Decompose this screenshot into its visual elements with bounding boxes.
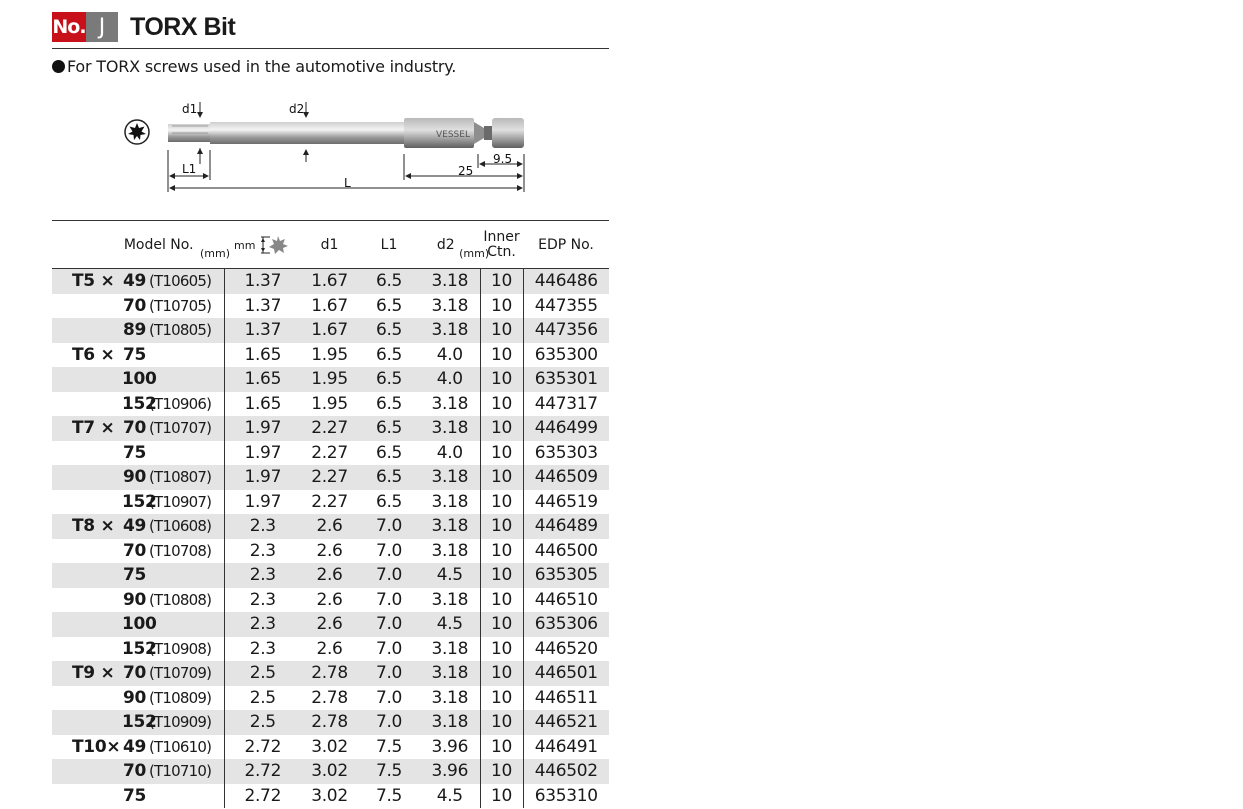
cell-size — [52, 612, 122, 637]
cell-l1: 7.0 — [375, 540, 403, 561]
cell-model-length — [122, 661, 224, 686]
model-length: 70 — [122, 418, 146, 439]
cell-inner-ctn: 10 — [480, 686, 523, 711]
cell-d2: 3.18 — [431, 393, 469, 414]
table-row — [52, 661, 609, 686]
cell-d2: 3.18 — [431, 687, 469, 708]
cell-edp: 635306 — [523, 612, 609, 637]
header-tip-unit: (mm) — [200, 246, 231, 260]
cell-d1: 2.78 — [301, 661, 358, 686]
cell-model-length — [122, 735, 224, 760]
cell-tip: 1.97 — [224, 441, 301, 466]
cell-model-length — [122, 637, 224, 662]
cell-l1: 6.5 — [375, 295, 403, 316]
cell-edp: 446511 — [534, 687, 598, 708]
cell-d2: 3.18 — [431, 589, 469, 610]
cell-l1: 7.0 — [375, 589, 403, 610]
cell-edp: 446500 — [534, 540, 598, 561]
cell-edp: 446501 — [523, 661, 609, 686]
table-row — [52, 735, 609, 760]
cell-inner-ctn: 10 — [480, 367, 523, 392]
cell-inner-ctn: 10 — [480, 539, 523, 564]
cell-d2: 3.18 — [431, 638, 469, 659]
cell-l1: 6.5 — [375, 442, 403, 463]
cell-edp: 447317 — [534, 393, 598, 414]
cell-l1: 7.0 — [358, 710, 420, 735]
model-code: (T10909) — [149, 713, 212, 732]
cell-d1: 1.67 — [311, 295, 348, 316]
cell-size: T9 × — [52, 661, 122, 686]
cell-size: T7 × — [52, 416, 122, 441]
model-length: 152 — [122, 712, 157, 733]
cell-model-length — [122, 686, 224, 711]
model-code: (T10808) — [149, 590, 212, 609]
table-row — [52, 392, 609, 417]
cell-l1: 6.5 — [375, 393, 403, 414]
cell-edp: 635301 — [523, 367, 609, 392]
cell-d2: 4.0 — [436, 344, 463, 365]
torx-tip-icon — [260, 235, 290, 255]
cell-inner-ctn: 10 — [480, 318, 523, 343]
cell-tip: 2.3 — [224, 612, 301, 637]
cell-d1: 1.95 — [311, 393, 348, 414]
model-code: (T10710) — [149, 762, 212, 781]
cell-model-length — [122, 392, 224, 417]
model-length: 89 — [122, 320, 146, 341]
cell-inner-ctn: 10 — [480, 441, 523, 466]
cell-d2: 4.5 — [420, 563, 480, 588]
cell-model-length — [122, 343, 224, 368]
cell-d1: 3.02 — [311, 785, 348, 806]
cell-d1: 2.78 — [301, 710, 358, 735]
header-tip — [224, 221, 301, 269]
cell-inner-ctn: 10 — [480, 637, 523, 662]
cell-tip: 1.65 — [224, 392, 301, 417]
cell-size — [52, 686, 122, 711]
cell-inner-ctn: 10 — [480, 392, 523, 417]
cell-inner-ctn: 10 — [480, 294, 523, 319]
cell-inner-ctn: 10 — [480, 710, 523, 735]
cell-model-length — [122, 367, 224, 392]
cell-model-length — [122, 612, 224, 637]
header-model-label: Model No. — [123, 236, 194, 253]
cell-d1: 1.67 — [301, 269, 358, 294]
cell-model-length — [122, 269, 224, 294]
table-row — [52, 563, 609, 588]
cell-d1: 3.02 — [311, 736, 348, 757]
header-edp: EDP No. — [523, 221, 609, 269]
cell-l1: 6.5 — [375, 344, 403, 365]
model-length: 70 — [122, 295, 146, 316]
cell-tip: 1.37 — [224, 269, 301, 294]
header-d1: d1 — [301, 221, 358, 269]
cell-size: T6 × — [72, 344, 115, 365]
cell-inner-ctn: 10 — [480, 588, 523, 613]
header-model — [52, 221, 231, 269]
cell-size: T8 × — [52, 514, 122, 539]
cell-d1: 2.27 — [301, 416, 358, 441]
cell-tip: 2.5 — [224, 710, 301, 735]
model-code: (T10707) — [149, 419, 212, 438]
table-row — [52, 514, 609, 539]
description — [52, 57, 456, 76]
model-code: (T10907) — [149, 492, 212, 511]
cell-size — [52, 392, 122, 417]
cell-l1: 7.5 — [375, 736, 403, 757]
cell-model-length — [122, 294, 224, 319]
cell-inner-ctn: 10 — [480, 563, 523, 588]
table-row — [52, 686, 609, 711]
model-length: 49 — [122, 271, 146, 292]
table-row — [52, 416, 609, 441]
model-length: 49 — [122, 736, 146, 757]
badge-letter: J — [86, 12, 118, 42]
model-length: 90 — [122, 589, 146, 610]
cell-model-length — [122, 588, 224, 613]
cell-tip: 2.72 — [224, 759, 301, 784]
cell-size — [52, 367, 122, 392]
title-row — [52, 12, 235, 42]
cell-size — [52, 294, 122, 319]
cell-edp: 447355 — [534, 295, 598, 316]
header-inner-ctn — [480, 221, 523, 269]
cell-inner-ctn: 10 — [480, 759, 523, 784]
model-length: 49 — [122, 516, 146, 537]
cell-inner-ctn: 10 — [480, 490, 523, 515]
cell-model-length — [122, 318, 224, 343]
cell-tip: 1.97 — [224, 490, 301, 515]
cell-inner-ctn: 10 — [480, 784, 523, 809]
cell-l1: 7.0 — [375, 638, 403, 659]
header-d2-label: d2 — [436, 236, 455, 253]
cell-edp: 446499 — [523, 416, 609, 441]
cell-tip: 2.5 — [224, 686, 301, 711]
label-d1: d1 — [182, 102, 198, 116]
cell-size: T10× — [72, 736, 121, 757]
title-divider — [52, 48, 609, 49]
model-length: 90 — [122, 687, 146, 708]
model-length: 75 — [122, 565, 146, 586]
model-length: 100 — [122, 614, 157, 635]
label-l1: L1 — [182, 162, 197, 176]
cell-d2: 3.18 — [420, 514, 480, 539]
cell-d1: 2.6 — [301, 563, 358, 588]
cell-tip: 1.37 — [224, 318, 301, 343]
cell-l1: 6.5 — [358, 416, 420, 441]
cell-tip: 1.97 — [224, 465, 301, 490]
cell-l1: 7.0 — [358, 661, 420, 686]
cell-inner-ctn: 10 — [480, 465, 523, 490]
cell-tip: 1.37 — [224, 294, 301, 319]
cell-model-length — [122, 539, 224, 564]
model-length: 152 — [122, 638, 157, 659]
cell-tip: 2.3 — [224, 514, 301, 539]
model-code: (T10708) — [149, 541, 212, 560]
table-row — [52, 367, 609, 392]
cell-d2: 3.18 — [431, 295, 469, 316]
model-length: 75 — [122, 442, 146, 463]
table-row — [52, 612, 609, 637]
table-row — [52, 343, 609, 368]
cell-model-length — [122, 465, 224, 490]
cell-size — [52, 539, 122, 564]
cell-edp: 446491 — [534, 736, 598, 757]
cell-inner-ctn: 10 — [480, 514, 523, 539]
badge-no: No. — [52, 12, 86, 42]
cell-size — [52, 637, 122, 662]
spec-table — [52, 221, 609, 808]
cell-edp: 446519 — [534, 491, 598, 512]
cell-tip: 1.65 — [224, 343, 301, 368]
cell-model-length — [122, 514, 224, 539]
torx-end-icon — [125, 120, 149, 144]
table-row — [52, 318, 609, 343]
table-row — [52, 465, 609, 490]
table-row — [52, 710, 609, 735]
cell-inner-ctn: 10 — [480, 343, 523, 368]
cell-l1: 7.0 — [358, 563, 420, 588]
cell-inner-ctn: 10 — [480, 612, 523, 637]
model-code: (T10709) — [149, 664, 212, 683]
model-code: (T10908) — [149, 639, 212, 658]
cell-tip: 2.3 — [224, 563, 301, 588]
label-l: L — [344, 176, 351, 190]
cell-tip: 2.72 — [224, 735, 301, 760]
cell-d2: 4.5 — [420, 612, 480, 637]
cell-d1: 2.27 — [311, 491, 348, 512]
cell-size — [52, 710, 122, 735]
svg-text:VESSEL: VESSEL — [436, 130, 470, 140]
model-length: 70 — [122, 540, 146, 561]
cell-edp: 446520 — [534, 638, 598, 659]
cell-l1: 7.0 — [358, 612, 420, 637]
header-l1: L1 — [358, 221, 420, 269]
bit-diagram — [118, 96, 538, 196]
model-length: 75 — [122, 785, 146, 806]
cell-edp: 446502 — [523, 759, 609, 784]
model-code: (T10605) — [149, 272, 212, 291]
cell-l1: 6.5 — [358, 269, 420, 294]
cell-model-length — [122, 784, 224, 809]
cell-d1: 2.27 — [311, 442, 348, 463]
cell-d2: 3.96 — [431, 736, 469, 757]
cell-d2: 3.18 — [431, 491, 469, 512]
header-d2 — [420, 221, 490, 269]
bit-body — [168, 118, 524, 148]
cell-d2: 4.0 — [420, 367, 480, 392]
cell-size — [52, 441, 122, 466]
cell-edp: 635303 — [534, 442, 598, 463]
table-row — [52, 490, 609, 515]
header-inner: Inner — [483, 228, 520, 245]
label-9-5: 9.5 — [493, 152, 513, 166]
cell-d1: 2.27 — [301, 465, 358, 490]
model-code: (T10906) — [149, 394, 212, 413]
model-length: 152 — [122, 491, 157, 512]
cell-size: T5 × — [52, 269, 122, 294]
cell-l1: 7.0 — [375, 687, 403, 708]
cell-size — [52, 588, 122, 613]
cell-inner-ctn: 10 — [480, 269, 523, 294]
cell-tip: 1.65 — [224, 367, 301, 392]
cell-d1: 2.6 — [301, 612, 358, 637]
bullet-icon — [52, 60, 65, 73]
cell-d2: 4.0 — [436, 442, 463, 463]
cell-size — [52, 563, 122, 588]
cell-edp: 447356 — [523, 318, 609, 343]
table-row — [52, 637, 609, 662]
cell-tip: 2.72 — [224, 784, 301, 809]
cell-d1: 2.78 — [311, 687, 348, 708]
cell-d1: 2.6 — [316, 540, 343, 561]
cell-size — [52, 465, 122, 490]
table-row — [52, 588, 609, 613]
header-d2-unit: (mm) — [459, 246, 490, 260]
cell-model-length — [122, 759, 224, 784]
cell-d1: 1.95 — [311, 344, 348, 365]
model-length: 100 — [122, 369, 157, 390]
cell-edp: 446510 — [534, 589, 598, 610]
table-row — [52, 269, 609, 294]
cell-d2: 3.96 — [420, 759, 480, 784]
header-tip-mm: mm — [234, 238, 256, 252]
cell-d2: 3.18 — [420, 269, 480, 294]
cell-tip: 1.97 — [224, 416, 301, 441]
model-code: (T10807) — [149, 468, 212, 487]
cell-d1: 3.02 — [301, 759, 358, 784]
cell-size — [52, 759, 122, 784]
cell-model-length — [122, 441, 224, 466]
cell-edp: 446521 — [523, 710, 609, 735]
cell-edp: 635310 — [534, 785, 598, 806]
cell-edp: 446486 — [523, 269, 609, 294]
cell-l1: 7.5 — [358, 759, 420, 784]
cell-d1: 1.67 — [301, 318, 358, 343]
model-length: 90 — [122, 467, 146, 488]
cell-edp: 446489 — [523, 514, 609, 539]
cell-l1: 6.5 — [375, 491, 403, 512]
header-ctn: Ctn. — [487, 243, 516, 260]
cell-size — [52, 490, 122, 515]
model-code: (T10705) — [149, 296, 212, 315]
cell-d1: 2.6 — [301, 514, 358, 539]
table-header-row — [52, 221, 609, 269]
cell-d2: 3.18 — [420, 318, 480, 343]
table-body — [52, 269, 609, 809]
cell-d2: 3.18 — [420, 661, 480, 686]
cell-tip: 2.3 — [224, 637, 301, 662]
cell-d2: 3.18 — [420, 710, 480, 735]
cell-tip: 2.5 — [224, 661, 301, 686]
model-length: 75 — [122, 344, 146, 365]
model-code: (T10610) — [149, 737, 212, 756]
cell-model-length — [122, 710, 224, 735]
cell-d2: 3.18 — [420, 465, 480, 490]
cell-inner-ctn: 10 — [480, 416, 523, 441]
cell-d2: 4.5 — [436, 785, 463, 806]
cell-d2: 3.18 — [431, 540, 469, 561]
label-d2: d2 — [289, 102, 305, 116]
model-length: 70 — [122, 663, 146, 684]
cell-d1: 1.95 — [301, 367, 358, 392]
cell-l1: 6.5 — [358, 465, 420, 490]
cell-l1: 7.0 — [358, 514, 420, 539]
table-row — [52, 784, 609, 809]
cell-edp: 635305 — [523, 563, 609, 588]
cell-l1: 6.5 — [358, 367, 420, 392]
cell-d1: 2.6 — [316, 589, 343, 610]
label-25: 25 — [458, 164, 474, 178]
cell-model-length — [122, 490, 224, 515]
cell-model-length — [122, 416, 224, 441]
cell-tip: 2.3 — [224, 539, 301, 564]
table-row — [52, 441, 609, 466]
cell-edp: 446509 — [523, 465, 609, 490]
model-code: (T10805) — [149, 321, 212, 340]
cell-l1: 6.5 — [358, 318, 420, 343]
cell-model-length — [122, 563, 224, 588]
cell-d1: 2.6 — [316, 638, 343, 659]
cell-d2: 3.18 — [420, 416, 480, 441]
cell-inner-ctn: 10 — [480, 735, 523, 760]
table-row — [52, 539, 609, 564]
page-title: TORX Bit — [130, 12, 236, 41]
table-row — [52, 759, 609, 784]
cell-size — [52, 784, 122, 809]
model-code: (T10809) — [149, 688, 212, 707]
cell-size — [52, 318, 122, 343]
model-length: 70 — [122, 761, 146, 782]
cell-tip: 2.3 — [224, 588, 301, 613]
model-code: (T10608) — [149, 517, 212, 536]
model-length: 152 — [122, 393, 157, 414]
cell-edp: 635300 — [534, 344, 598, 365]
cell-inner-ctn: 10 — [480, 661, 523, 686]
cell-l1: 7.5 — [375, 785, 403, 806]
table-row — [52, 294, 609, 319]
description-text: For TORX screws used in the automotive industry. — [67, 57, 457, 76]
